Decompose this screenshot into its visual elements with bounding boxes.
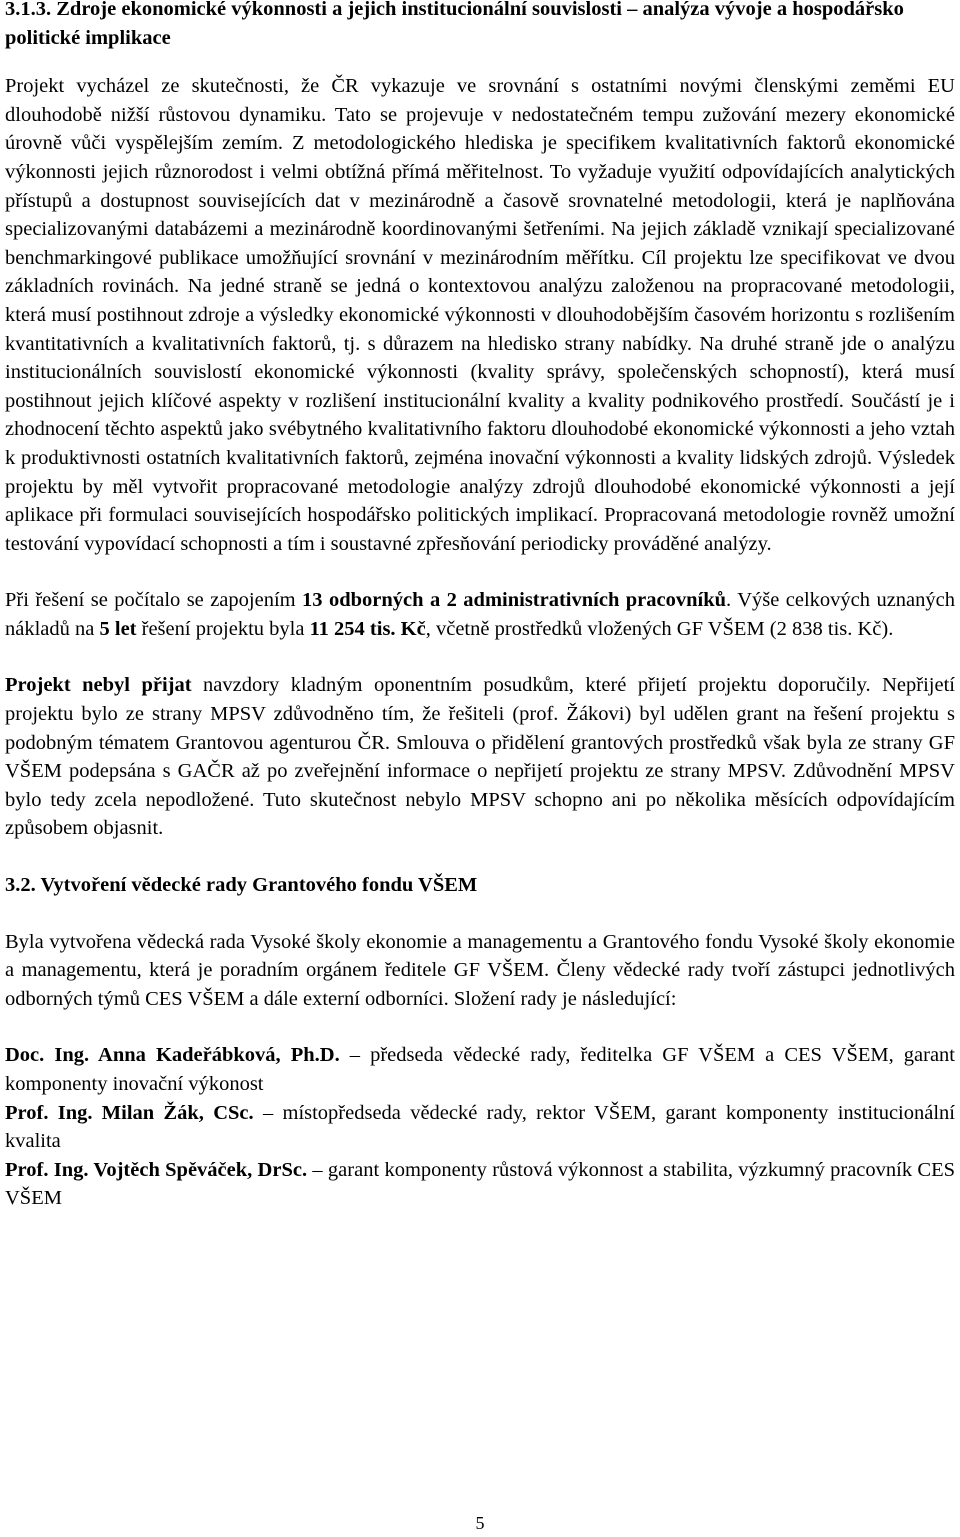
text-span: Při řešení se počítalo se zapojením (5, 589, 303, 612)
text-span: navzdory kladným oponentním posudkům, které přijetí projektu doporučily. Nepřijetí projektu bylo ze strany MPSV zdůvodněno tím, že řešiteli (prof. Žákovi) byl udělen grant na řešení projektu s podobným tématem Grantovou agenturou ČR. Smlouva o přidělení grantových prostředků však byla ze strany GF VŠEM podepsána s GAČR až po zveřejnění informace o nepřijetí projektu ze strany MPSV. Zdůvodnění MPSV bylo tedy zcela nepodložené. Tuto skutečnost nebylo MPSV schopno ani po několika měsících odpovídajícím způsobem objasnit. (5, 674, 955, 840)
project-duration: 5 let (99, 617, 137, 640)
member-role: – garant komponenty růstová výkonnost a stabilita, výzkumný pracovník CES VŠEM (5, 1158, 955, 1210)
council-member (5, 1156, 955, 1213)
section-313-paragraph-2 (5, 586, 955, 643)
section-313-paragraph-1: Projekt vycházel ze skutečnosti, že ČR vykazuje ve srovnání s ostatními novými členskými zeměmi EU dlouhodobě nižší růstovou dynamiku. Tato se projevuje v nedostatečném tempu zužování mezery ekonomické úrovně vůči vyspělejším zemím. Z metodologického hlediska je specifikem kvalitativních faktorů ekonomické výkonnosti jejich různorodost i velmi obtížná přímá měřitelnost. To vyžaduje využití odpovídajících analytických přístupů a dostupnost souvisejících dat v mezinárodně a časově srovnatelné metodologii, která je naplňována specializovanými databázemi a mezinárodně koordinovanými šetřeními. Na jejich základě vznikají specializované benchmarkingové publikace umožňující srovnání v mezinárodním měřítku. Cíl projektu lze specifikovat ve dvou základních rovinách. Na jedné straně se jedná o kontextovou analýzu založenou na propracované metodologii, která musí postihnout zdroje a výsledky ekonomické výkonnosti v dlouhodobějším časovém horizontu s rozlišením kvantitativních a kvalitativních faktorů, tj. s důrazem na hledisko strany nabídky. Na druhé straně jde o analýzu institucionálních souvislostí ekonomické výkonnosti (kvality správy, společenských schopností), která musí postihnout jejich klíčové aspekty v rozlišení institucionální kvality a kvality podnikového prostředí. Součástí je i zhodnocení těchto aspektů jako svébytného kvalitativního faktoru dlouhodobé ekonomické výkonnosti a jeho vztah k produktivnosti ostatních kvalitativních faktorů, zejména inovační výkonnosti a kvality lidských zdrojů. Výsledek projektu by měl vytvořit propracované metodologie analýzy zdrojů dlouhodobé ekonomické výkonnosti a její aplikace při formulaci souvisejících hospodářsko politických implikací. Propracovaná metodologie rovněž umožní testování vypovídací schopnosti a tím i soustavné zpřesňování periodicky prováděné analýzy. (5, 75, 955, 555)
total-costs: 11 254 tis. Kč (309, 617, 426, 640)
member-name: Prof. Ing. Vojtěch Spěváček, DrSc. (5, 1158, 308, 1181)
text-span: . Výše celkových uznaných nákladů na (5, 589, 955, 640)
page-number: 5 (475, 1513, 485, 1533)
section-313-heading: 3.1.3. Zdroje ekonomické výkonnosti a jejich institucionální souvislosti – analýza vývoje a hospodářsko politické implikace (5, 0, 904, 49)
member-role: – předseda vědecké rady, ředitelka GF VŠEM a CES VŠEM, garant komponenty inovační výkonost (5, 1044, 955, 1095)
project-status: Projekt nebyl přijat (5, 674, 192, 697)
member-name: Prof. Ing. Milan Žák, CSc. (5, 1101, 254, 1124)
council-member (5, 1099, 955, 1156)
member-name: Doc. Ing. Anna Kadeřábková, Ph.D. (5, 1044, 340, 1067)
text-span: řešení projektu byla (136, 617, 310, 640)
council-member (5, 1041, 955, 1098)
page-content (5, 0, 955, 1213)
section-313-paragraph-3 (5, 671, 955, 843)
member-role: – místopředseda vědecké rady, rektor VŠEM, garant komponenty institucionální kvalita (5, 1101, 955, 1153)
section-32-heading: 3.2. Vytvoření vědecké rady Grantového fondu VŠEM (5, 874, 478, 897)
section-32-paragraph-1: Byla vytvořena vědecká rada Vysoké školy ekonomie a managementu a Grantového fondu Vysoké školy ekonomie a managementu, která je poradním orgánem ředitele GF VŠEM. Členy vědecké rady tvoří zástupci jednotlivých odborných týmů CES VŠEM a dále externí odborníci. Složení rady je následující: (5, 930, 955, 1010)
text-span: , včetně prostředků vložených GF VŠEM (2 838 tis. Kč). (425, 617, 894, 640)
staff-count: 13 odborných a 2 administrativních pracovníků (302, 589, 727, 612)
